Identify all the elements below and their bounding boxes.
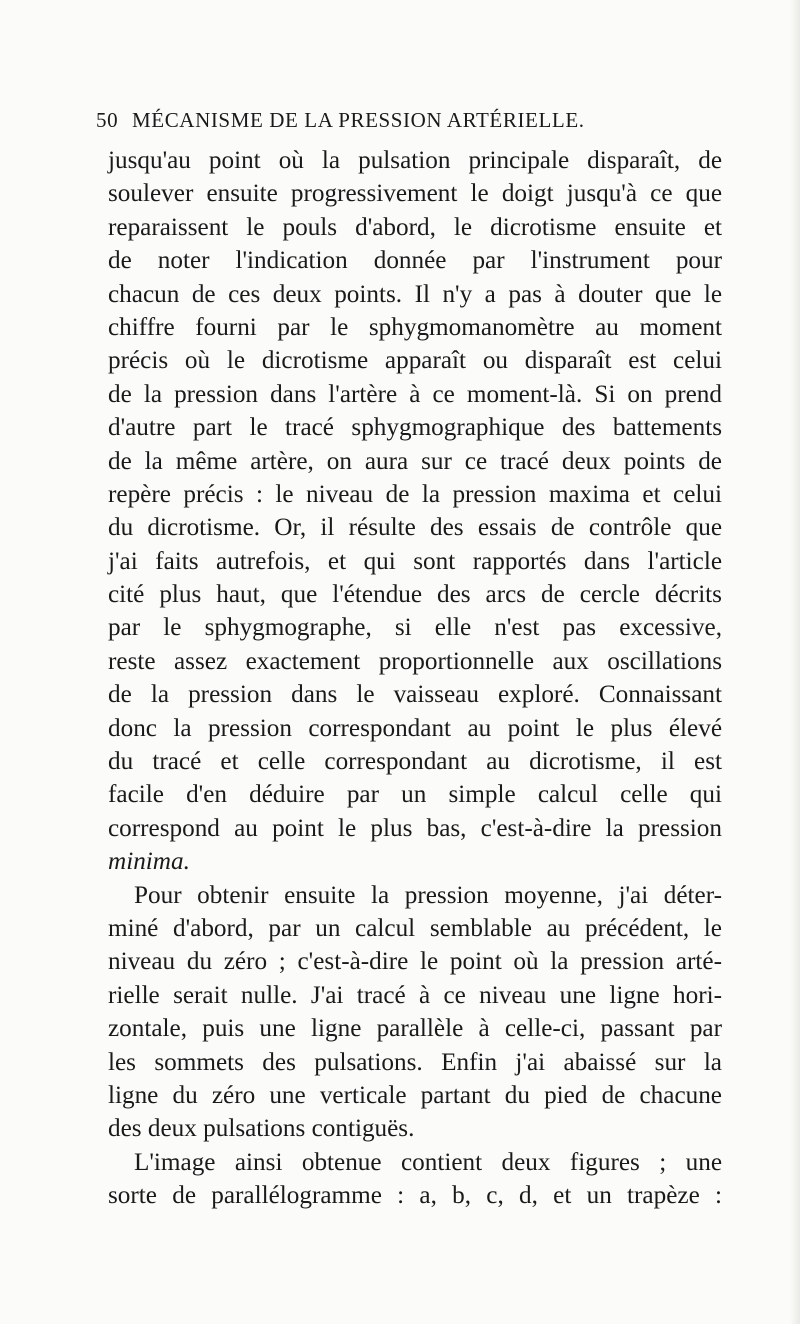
text-line: reste assez exactement proportionnelle aux oscillations [108, 647, 722, 675]
text-line: de la même artère, on aura sur ce tracé deux points de [108, 447, 722, 475]
text-line: de la pression dans l'artère à ce moment-là. Si on prend [108, 380, 722, 408]
page-header [96, 108, 722, 138]
text-line: de noter l'indication donnée par l'instrument pour [108, 247, 722, 275]
text-line: zontale, puis une ligne parallèle à celle-ci, passant par [108, 1015, 722, 1043]
text-line: d'autre part le tracé sphygmographique des battements [108, 414, 722, 442]
text-line: par le sphygmographe, si elle n'est pas excessive, [108, 614, 722, 642]
text-line: les sommets des pulsations. Enfin j'ai abaissé sur la [108, 1048, 722, 1076]
text-line: repère précis : le niveau de la pression maxima et celui [108, 480, 722, 508]
body-text [108, 144, 722, 1213]
text-line: L'image ainsi obtenue contient deux figures ; une [134, 1148, 722, 1176]
text-line: des deux pulsations contiguës. [108, 1115, 415, 1143]
text-line: rielle serait nulle. J'ai tracé à ce niveau une ligne hori- [108, 981, 722, 1009]
text-line: chacun de ces deux points. Il n'y a pas à douter que le [108, 280, 722, 308]
text-line: donc la pression correspondant au point le plus élevé [108, 714, 722, 742]
text-line: j'ai faits autrefois, et qui sont rapportés dans l'article [108, 547, 722, 575]
text-line: ligne du zéro une verticale partant du pied de chacune [108, 1081, 722, 1109]
text-line: soulever ensuite progressivement le doigt jusqu'à ce que [108, 180, 722, 208]
text-line: niveau du zéro ; c'est-à-dire le point où la pression arté- [108, 948, 722, 976]
text-line-italic [108, 845, 722, 878]
text-line: jusqu'au point où la pulsation principale disparaît, de [108, 147, 722, 174]
text-line: correspond au point le plus bas, c'est-à-dire la pression [108, 814, 722, 842]
text-line: reparaissent le pouls d'abord, le dicrotisme ensuite et [108, 213, 722, 241]
text-line: sorte de parallélogramme : a, b, c, d, et un trapèze : [108, 1182, 722, 1210]
text-line: cité plus haut, que l'étendue des arcs de cercle décrits [108, 581, 722, 609]
text-line: miné d'abord, par un calcul semblable au précédent, le [108, 914, 722, 942]
scan-edge-shadow [790, 0, 800, 1324]
running-title: MÉCANISME DE LA PRESSION ARTÉRIELLE. [132, 108, 585, 132]
text-line: du tracé et celle correspondant au dicrotisme, il est [108, 748, 722, 776]
text-line: Pour obtenir ensuite la pression moyenne, j'ai déter- [134, 881, 722, 909]
text-line: facile d'en déduire par un simple calcul celle qui [108, 781, 722, 809]
text-line: de la pression dans le vaisseau exploré. Connaissant [108, 681, 722, 709]
text-line: chiffre fourni par le sphygmomanomètre au moment [108, 313, 722, 341]
text-line: du dicrotisme. Or, il résulte des essais de contrôle que [108, 514, 722, 542]
page-number: 50 [96, 108, 119, 132]
italic-term: minima. [108, 848, 190, 876]
text-line: précis où le dicrotisme apparaît ou disparaît est celui [108, 347, 722, 375]
